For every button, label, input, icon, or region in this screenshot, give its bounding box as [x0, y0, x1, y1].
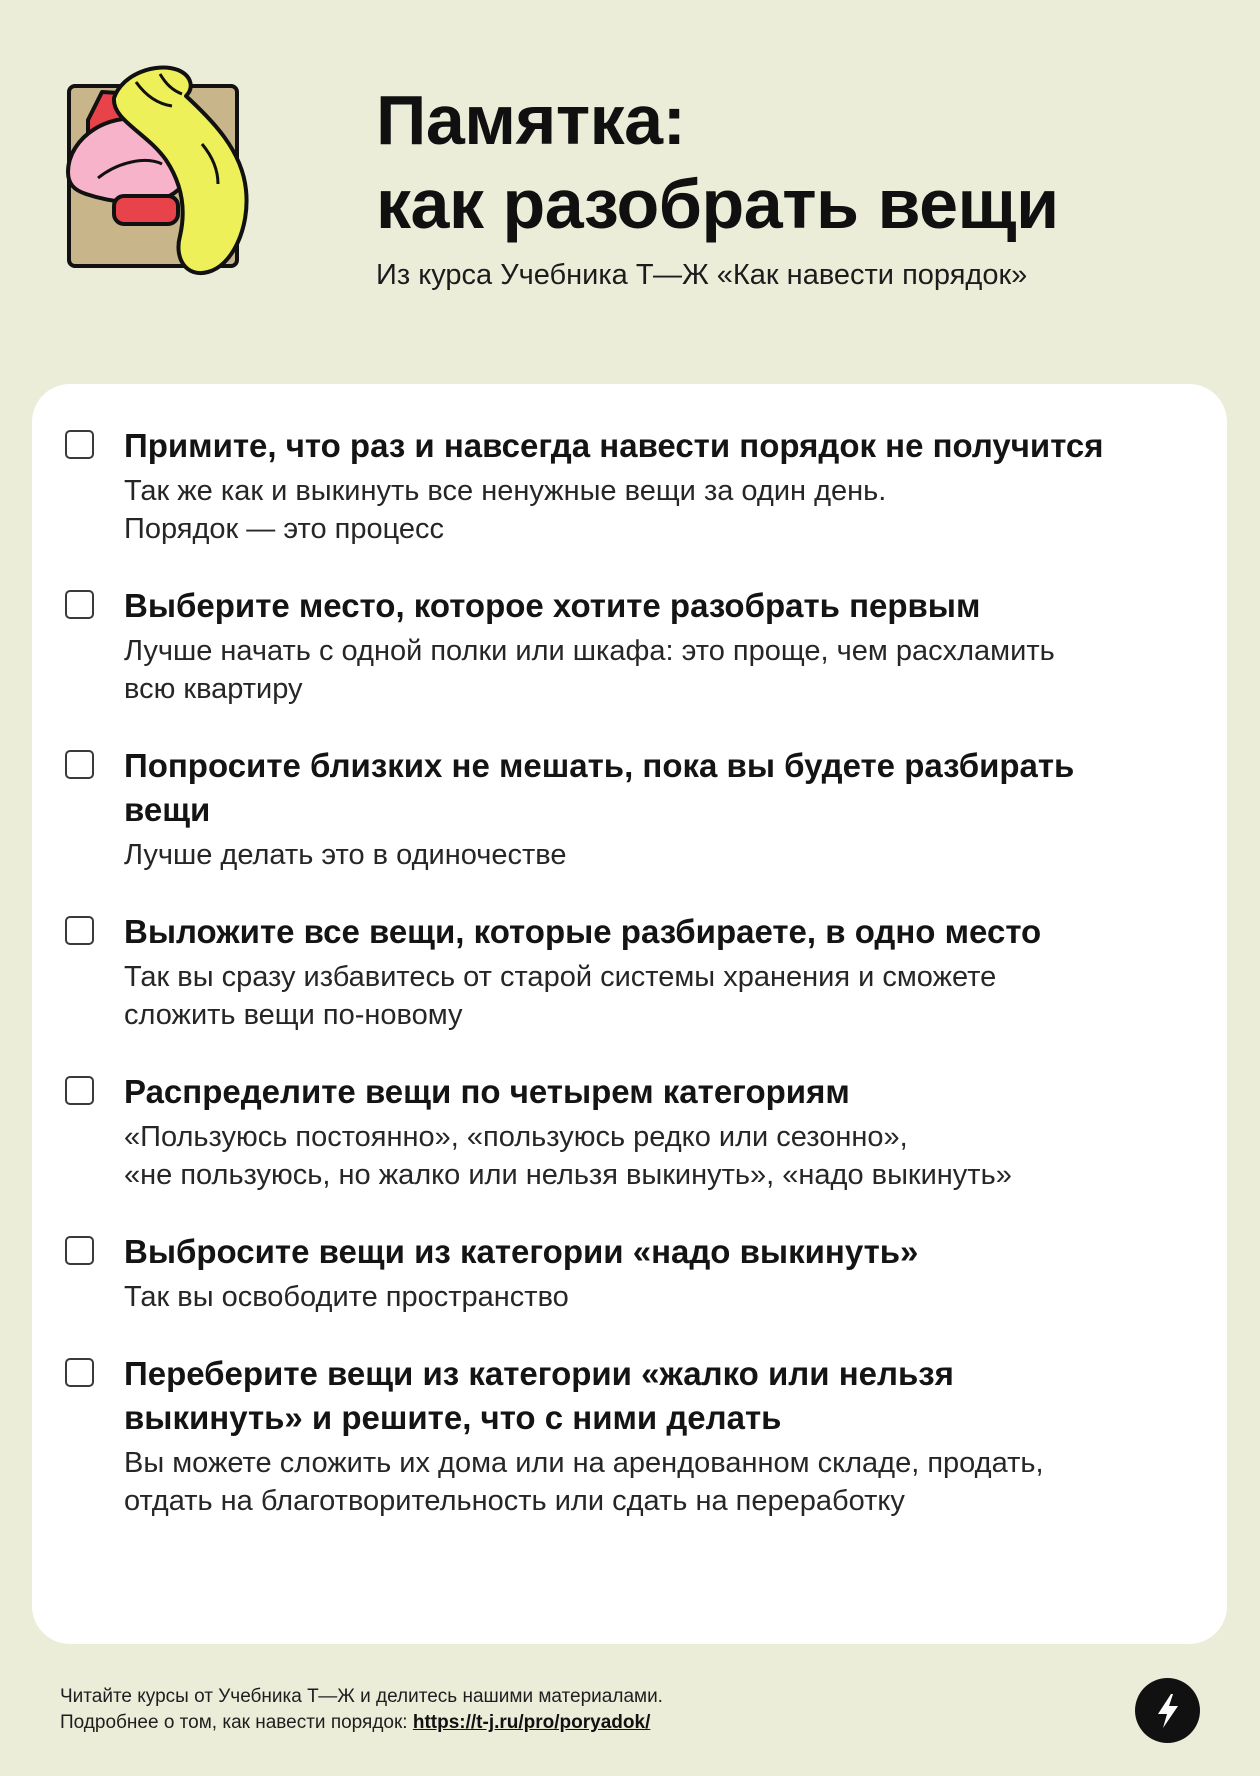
- footer-line-1: Читайте курсы от Учебника Т—Ж и делитесь нашими материалами.: [60, 1686, 663, 1707]
- checklist-item-title: Примите, что раз и навсегда навести порядок не получится: [124, 427, 1104, 464]
- checkbox[interactable]: [65, 750, 94, 779]
- checklist-item: [32, 584, 1227, 708]
- checklist-card: [32, 384, 1227, 1644]
- box-with-clothes-icon: [62, 60, 282, 310]
- checklist-item: [32, 910, 1227, 1034]
- checkbox[interactable]: [65, 430, 94, 459]
- checklist: [32, 424, 1227, 1556]
- page-title: [376, 78, 1059, 246]
- checklist-item: [32, 1352, 1227, 1520]
- checklist-item-title: Выберите место, которое хотите разобрать первым: [124, 587, 981, 624]
- lightning-logo-icon: [1135, 1678, 1200, 1743]
- checklist-item-description: Так же как и выкинуть все ненужные вещи за один день. Порядок — это процесс: [124, 475, 887, 545]
- checklist-item: [32, 744, 1227, 874]
- title-line-1: Памятка:: [376, 81, 686, 159]
- course-link[interactable]: https://t-j.ru/pro/poryadok/: [412, 1712, 651, 1733]
- checkbox[interactable]: [65, 1076, 94, 1105]
- title-line-2: как разобрать вещи: [376, 165, 1059, 243]
- footer-line-2: [60, 1710, 663, 1736]
- checkbox[interactable]: [65, 1358, 94, 1387]
- checklist-item: [32, 1070, 1227, 1194]
- checklist-item-description: «Пользуюсь постоянно», «пользуюсь редко или сезонно», «не пользуюсь, но жалко или нельзя выкинуть», «надо выкинуть»: [124, 1121, 1012, 1191]
- checklist-item: [32, 424, 1227, 548]
- checklist-item-title: Распределите вещи по четырем категориям: [124, 1073, 850, 1110]
- checklist-item-title: Выбросите вещи из категории «надо выкинуть»: [124, 1233, 919, 1270]
- checklist-item-title: Попросите близких не мешать, пока вы будете разбирать вещи: [124, 747, 1075, 828]
- footer: [60, 1684, 663, 1736]
- checkbox[interactable]: [65, 1236, 94, 1265]
- subtitle: Из курса Учебника Т—Ж «Как навести порядок»: [376, 259, 1028, 291]
- checklist-item-title: Переберите вещи из категории «жалко или нельзя выкинуть» и решите, что с ними делать: [124, 1355, 954, 1436]
- checklist-item-title: Выложите все вещи, которые разбираете, в одно место: [124, 913, 1042, 950]
- lightning-bolt-icon: [1148, 1691, 1188, 1731]
- checklist-item-description: Так вы сразу избавитесь от старой системы хранения и сможете сложить вещи по-новому: [124, 961, 997, 1031]
- checklist-item-description: Лучше делать это в одиночестве: [124, 839, 567, 871]
- checkbox[interactable]: [65, 590, 94, 619]
- checklist-item-description: Вы можете сложить их дома или на арендованном складе, продать, отдать на благотворительность или сдать на переработку: [124, 1447, 1044, 1517]
- checkbox[interactable]: [65, 916, 94, 945]
- checklist-item-description: Так вы освободите пространство: [124, 1281, 569, 1313]
- checklist-item: [32, 1230, 1227, 1316]
- footer-line-2-text: Подробнее о том, как навести порядок:: [60, 1712, 413, 1733]
- checklist-item-description: Лучше начать с одной полки или шкафа: это проще, чем расхламить всю квартиру: [124, 635, 1055, 705]
